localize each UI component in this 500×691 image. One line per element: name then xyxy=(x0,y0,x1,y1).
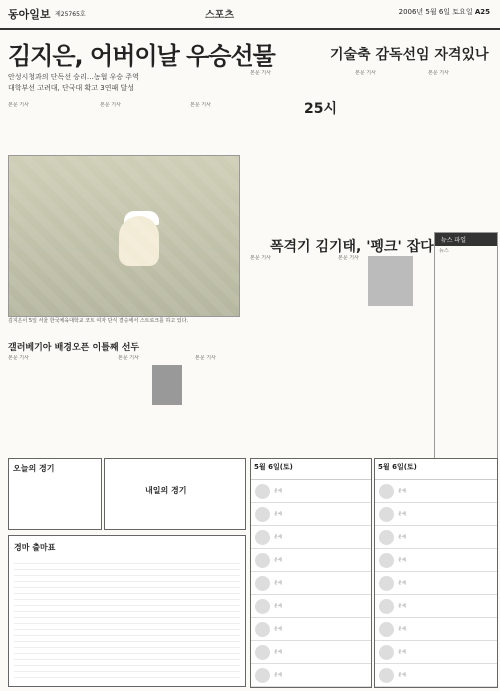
photo-texture xyxy=(9,156,239,316)
lead-text-3: 본문 기사 xyxy=(190,102,211,108)
tomorrow-game-title: 내일의 경기 xyxy=(145,486,187,495)
tomorrow-game-box xyxy=(104,458,246,530)
mid-story-text-1: 본문 기사 xyxy=(250,255,271,261)
fortune-left-box: 5월 6일(토) 운세 운세 운세 운세 운세 운세 운세 운세 운세 xyxy=(250,458,372,688)
section-title: 스포츠 xyxy=(205,10,234,21)
right-story-title: 기술축 감독선임 자격있나 xyxy=(330,47,489,63)
today-game-title: 오늘의 경기 xyxy=(13,464,55,473)
date-page: 2006년 5월 6일 토요일 A25 xyxy=(398,8,490,16)
lead-sub: 안성시청과의 단독선 승리…농협 우승 주역 대학부선 고려대, 단국대 확고 3연패 달성 xyxy=(8,73,139,92)
bottom-story-text-2: 본문 기사 xyxy=(118,355,139,361)
paper-name: 동아일보 xyxy=(8,8,51,21)
fortune-right-title: 5월 6일(토) xyxy=(375,459,497,480)
lead-text-1: 본문 기사 xyxy=(8,102,29,108)
right-story-text-1: 본문 기사 xyxy=(250,70,271,76)
lead-photo xyxy=(8,155,240,317)
boxscore-table xyxy=(14,558,240,681)
news-file-text: 뉴스 xyxy=(439,248,449,254)
boxscore-title: 경마 출마표 xyxy=(14,543,56,552)
news-file-label: 뉴스 파일 xyxy=(435,233,497,246)
lead-headline: 김지은, 어버이날 우승선물 xyxy=(8,42,275,70)
news-file-box xyxy=(434,232,498,462)
right-story-number: 25시 xyxy=(304,101,338,117)
mid-story-title: 폭격기 김기태, '펭크' 잡다 xyxy=(270,239,434,255)
right-story-text-2: 본문 기사 xyxy=(355,70,376,76)
right-story-text-3: 본문 기사 xyxy=(428,70,449,76)
bottom-story-title: 갤러베기아 배경오픈 이틀째 선두 xyxy=(8,343,140,353)
portrait-photo xyxy=(368,256,413,306)
page-header xyxy=(0,0,500,30)
bottom-story-text-3: 본문 기사 xyxy=(195,355,216,361)
fortune-left-title: 5월 6일(토) xyxy=(251,459,371,480)
mid-story-text-2: 본문 기사 xyxy=(338,255,359,261)
fortune-right-box: 5월 6일(토) 운세 운세 운세 운세 운세 운세 운세 운세 운세 xyxy=(374,458,498,688)
issue-number: 제25765호 xyxy=(55,11,86,18)
lead-text-2: 본문 기사 xyxy=(100,102,121,108)
today-game-box xyxy=(8,458,102,530)
bottom-story-photo xyxy=(152,365,182,405)
photo-caption: 김지은이 5일 서울 한국체육대학교 코트 여자 단식 결승에서 스트로크를 하고 있다. xyxy=(8,318,189,324)
bottom-story-text-1: 본문 기사 xyxy=(8,355,29,361)
boxscore-box xyxy=(8,535,246,687)
